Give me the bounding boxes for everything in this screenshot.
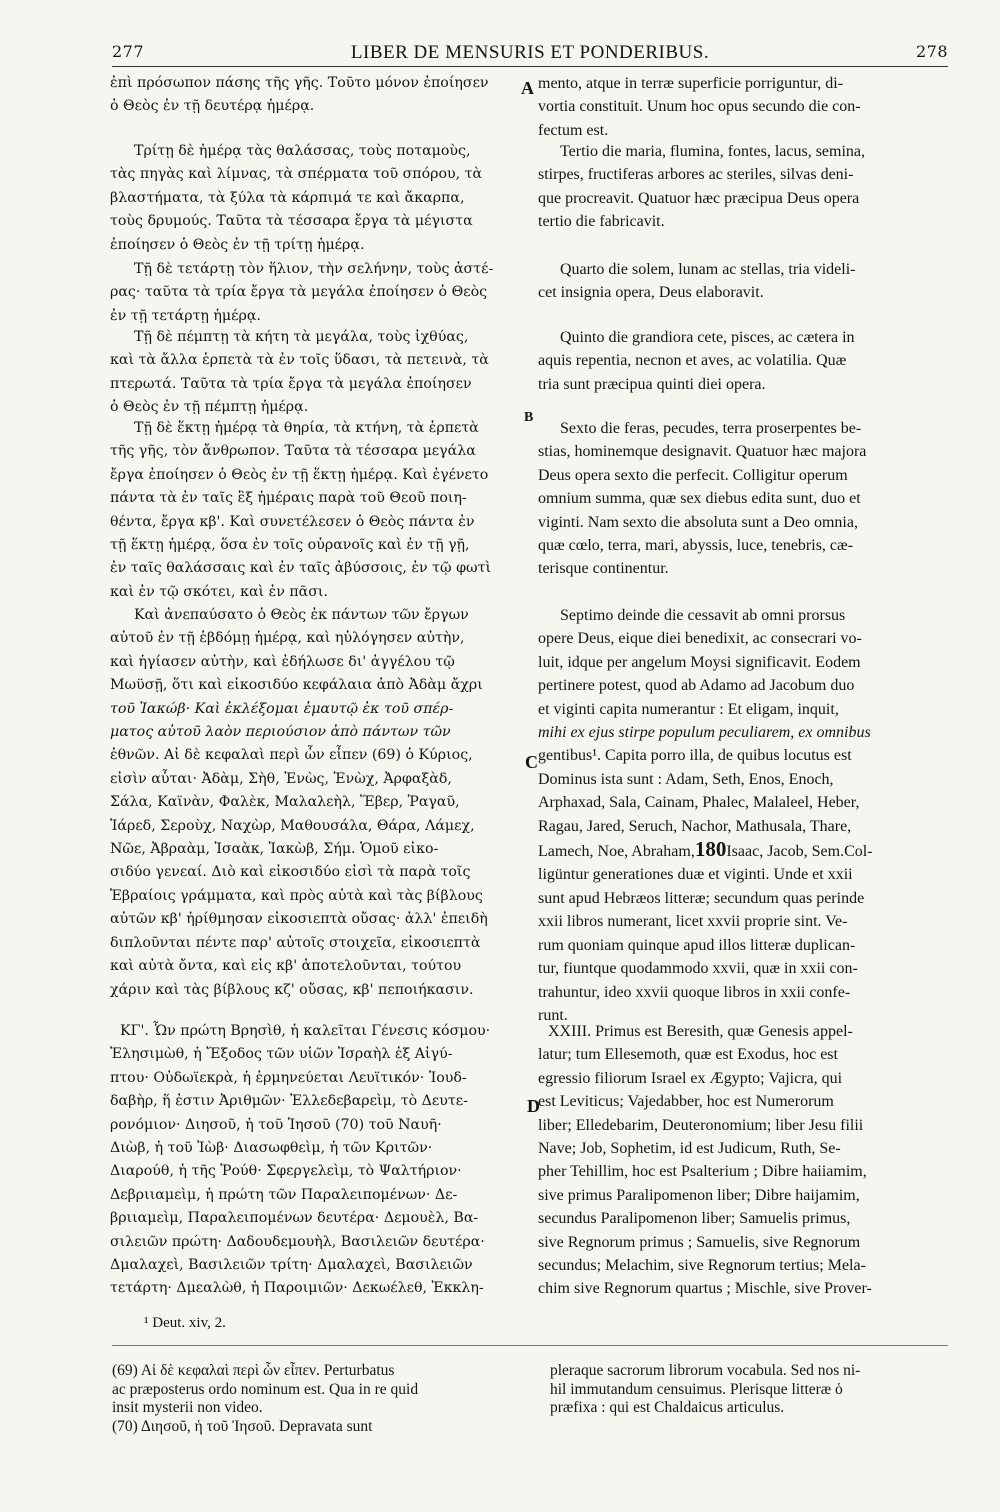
text-line: τοὺς δρυμούς. Ταῦτα τὰ τέσσαρα ἔργα τὰ μέγιστα	[110, 213, 473, 230]
text-line: ὁ Θεὸς ἐν τῇ πέμπτῃ ἡμέρᾳ.	[110, 399, 309, 416]
running-header	[112, 40, 948, 67]
text-line: ρας· ταῦτα τὰ τρία ἔργα τὰ μεγάλα ἐποίησεν ὁ Θεὸς	[110, 284, 488, 301]
text-line: Δμαλαχεὶ, Βασιλειῶν τρίτη· Δμαλαχεὶ, Βασιλειῶν	[110, 1257, 473, 1274]
text-line: xxii libros numerant, licet xxvii proprie sint. Ve-	[538, 913, 848, 931]
latin-paragraph-3	[538, 258, 950, 305]
text-line: est Leviticus; Vajedabber, hoc est Numerorum	[538, 1093, 834, 1111]
page-number-right: 278	[915, 42, 948, 61]
text-line: egressio filiorum Israel ex Ægypto; Vajicra, qui	[538, 1069, 843, 1087]
text-line: cet insignia opera, Deus elaboravit.	[538, 284, 764, 302]
note-line: (69) Αἱ δὲ κεφαλαὶ περὶ ὧν εἶπεν. Perturbatus	[112, 1362, 395, 1379]
text-line: chim sive Regnorum quartus ; Mischle, sive Prover-	[538, 1280, 872, 1298]
greek-paragraph-2	[110, 140, 520, 257]
running-title: LIBER DE MENSURIS ET PONDERIBUS.	[350, 42, 710, 63]
text-line: Dominus ista sunt : Adam, Seth, Enos, Enoch,	[538, 770, 834, 788]
text-line: stirpes, fructiferas arbores ac steriles, silvas deni-	[538, 166, 854, 184]
text-line: sive Regnorum primus ; Samuelis, sive Regnorum	[538, 1233, 861, 1251]
greek-paragraph-6	[110, 604, 520, 1002]
text-line: σιλειῶν πρώτη· Δαδουδεμουὴλ, Βασιλειῶν δευτέρα·	[110, 1233, 485, 1250]
text-line: Sexto die feras, pecudes, terra proserpentes be-	[560, 420, 862, 437]
note-line: ac præposterus ordo nominum est. Qua in re quid	[112, 1380, 419, 1398]
text-line: aquis repentia, necnon et aves, ac volatilia. Quæ	[538, 352, 847, 370]
text-line: quæ cœlo, terra, mari, abyssis, luce, tenebris, cæ-	[538, 537, 854, 555]
text-line: omnium summa, quæ sex diebus edita sunt, duo et	[538, 490, 861, 508]
text-line: τὰς πηγὰς καὶ λίμνας, τὰ σπέρματα τοῦ σπόρου, τὰ	[110, 166, 483, 183]
text-line: tria sunt præcipua quinti diei opera.	[538, 375, 766, 393]
note-line: pleraque sacrorum librorum vocabula. Sed nos ni-	[550, 1362, 861, 1379]
text-line: Ἑβραίοις γράμματα, καὶ πρὸς αὐτὰ καὶ τὰς βίβλους	[110, 887, 483, 904]
latin-paragraph-2	[538, 140, 950, 234]
text-line: αὐτοῦ ἐν τῇ ἑβδόμῃ ἡμέρᾳ, καὶ ηὐλόγησεν αὐτὴν,	[110, 630, 465, 647]
greek-paragraph-7	[110, 1020, 520, 1301]
text-line: τετάρτη· Δμεαλὼθ, ἡ Παροιμιῶν· Δεκωέλεθ, Ἐκκλη-	[110, 1280, 484, 1297]
text-line: que procreavit. Quatuor hæc præcipua Deus opera	[538, 189, 860, 207]
text-line: ἐθνῶν. Αἱ δὲ κεφαλαὶ περὶ ὧν εἶπεν (69) ὁ Κύριος,	[110, 747, 473, 764]
latin-paragraph-4	[538, 326, 950, 396]
text-line: et viginti capita numerantur : Et eligam, inquit,	[538, 700, 839, 718]
text-line: Τῇ δὲ πέμπτῃ τὰ κήτη τὰ μεγάλα, τοὺς ἰχθύας,	[134, 329, 469, 345]
margin-marker-c: C	[525, 752, 538, 772]
text-line: pher Tehillim, hoc est Psalterium ; Dibre haiiamim,	[538, 1163, 867, 1181]
text-fragment: Lamech, Noe, Abraham,	[538, 843, 695, 861]
note-line: hil immutandum censuimus. Plerisque litteræ ὁ	[550, 1380, 843, 1398]
text-line: Σάλα, Καϊνὰν, Φαλὲκ, Μαλαλεὴλ, Ἕβερ, Ῥαγαῦ,	[110, 794, 460, 811]
text-line: tur, fiuntque quodammodo xxvii, quæ in xxii con-	[538, 960, 858, 978]
text-line: χάριν καὶ τὰς βίβλους κζ' οὔσας, κβ' πεποιήκασιν.	[110, 981, 474, 998]
text-line: viginti. Nam sexto die absoluta sunt a Deo omnia,	[538, 513, 858, 531]
text-line: πάντα τὰ ἐν ταῖς ἓξ ἡμέραις παρὰ τοῦ Θεοῦ ποιη-	[110, 490, 467, 507]
text-line: vortia constituit. Unum hoc opus secundo die con-	[538, 98, 861, 116]
text-line: XXIII. Primus est Beresith, quæ Genesis appel-	[548, 1023, 853, 1040]
text-line: Ἐλησιμὼθ, ἡ Ἔξοδος τῶν υἱῶν Ἰσραὴλ ἐξ Αἰγύ-	[110, 1046, 453, 1063]
text-line: εἰσὶν αὗται· Ἀδὰμ, Σὴθ, Ἐνὼς, Ἐνὼχ, Ἀρφαξὰδ,	[110, 770, 452, 787]
note-line: insit mysterii non video.	[112, 1399, 263, 1416]
text-line: trahuntur, ideo xxvii quoque libros in xxii confe-	[538, 983, 851, 1001]
text-line: ρονόμιον· Διησοῦ, ἡ τοῦ Ἰησοῦ (70) τοῦ Ναυῆ·	[110, 1116, 442, 1133]
text-line: πτου· Οὐδωϊεκρὰ, ἡ ἑρμηνεύεται Λευϊτικόν· Ἰουδ-	[110, 1069, 467, 1086]
text-line: terisque continentur.	[538, 560, 669, 578]
text-line: Δεβριιαμεὶμ, ἡ πρώτη τῶν Παραλειπομένων· Δε-	[110, 1186, 458, 1203]
text-line: σιδύο γενεαί. Διὸ καὶ εἰκοσιδύο εἰσὶ τὰ παρὰ τοῖς	[110, 864, 471, 881]
text-line: καὶ ἡγίασεν αὐτὴν, καὶ ἐδήλωσε δι' ἀγγέλου τῷ	[110, 653, 455, 670]
text-line: opere Deus, eique diei benedixit, ac consecrari vo-	[538, 630, 862, 648]
text-line: τῆς γῆς, τὸν ἄνθρωπον. Ταῦτα τὰ τέσσαρα μεγάλα	[110, 443, 476, 460]
text-line: rum quoniam quinque apud illos litteræ duplican-	[538, 936, 856, 954]
notes-divider	[112, 1345, 948, 1346]
text-line: tertio die fabricavit.	[538, 213, 665, 231]
text-line: Καὶ ἀνεπαύσατο ὁ Θεὸς ἐκ πάντων τῶν ἔργων	[134, 607, 469, 623]
text-line: Quarto die solem, lunam ac stellas, tria videli-	[560, 261, 856, 278]
text-line: Quinto die grandiora cete, pisces, ac cætera in	[560, 329, 855, 346]
text-line: ΚΓ'. Ὧν πρώτη Βρησὶθ, ἡ καλεῖται Γένεσις κόσμου·	[120, 1023, 491, 1039]
text-line: sive primus Paralipomenon liber; Dibre haijamim,	[538, 1186, 860, 1204]
text-line: Septimo deinde die cessavit ab omni prorsus	[560, 607, 846, 624]
latin-paragraph-1	[538, 72, 950, 142]
text-line: διπλοῦνται πέντε παρ' αὐτοῖς στοιχεῖα, εἰκοσιεπτὰ	[110, 934, 481, 951]
latin-paragraph-6	[538, 604, 950, 1027]
text-line: pertinere potest, quod ab Adamo ad Jacobum duo	[538, 677, 855, 695]
text-line: καὶ αὐτὰ ὄντα, καὶ εἰς κβ' ἀποτελοῦνται, τούτου	[110, 958, 462, 975]
text-line: Διαρούθ, ἡ τῆς Ῥούθ· Σφεργελεὶμ, τὸ Ψαλτήριον·	[110, 1163, 462, 1180]
text-line: Deus opera sexto die perfecit. Colligitur operum	[538, 466, 848, 484]
text-line: mihi ex ejus stirpe populum peculiarem, ex omnibus	[538, 724, 871, 742]
greek-paragraph-1	[110, 72, 520, 119]
latin-paragraph-5	[538, 417, 950, 581]
text-line: θέντα, ἔργα κβ'. Καὶ συνετέλεσεν ὁ Θεὸς πάντα ἐν	[110, 513, 475, 530]
text-line: Ἰάρεδ, Σεροὺχ, Ναχὼρ, Μαθουσάλα, Θάρα, Λάμεχ,	[110, 817, 475, 834]
margin-marker-b: B	[524, 410, 534, 425]
page-number-left: 277	[112, 42, 145, 61]
text-line: sunt apud Hebræos litteræ; secundum quas perinde	[538, 889, 865, 907]
text-line: mento, atque in terræ superficie porriguntur, di-	[538, 75, 844, 92]
text-line: ἐπὶ πρόσωπον πάσης τῆς γῆς. Τοῦτο μόνον ἐποίησεν	[110, 75, 489, 91]
text-line: latur; tum Ellesemoth, quæ est Exodus, hoc est	[538, 1046, 838, 1064]
column-number: 180	[694, 838, 727, 862]
text-line: ὁ Θεὸς ἐν τῇ δευτέρᾳ ἡμέρᾳ.	[110, 98, 315, 115]
text-fragment: Isaac, Jacob, Sem.Col-	[726, 843, 873, 861]
greek-paragraph-4	[110, 326, 520, 420]
text-line: τοῦ Ἰακώβ· Καὶ ἐκλέξομαι ἐμαυτῷ ἐκ τοῦ σπέρ-	[110, 700, 454, 717]
margin-marker-a: A	[521, 78, 534, 98]
footnote: ¹ Deut. xiv, 2.	[144, 1315, 226, 1331]
text-line: Ragau, Jared, Seruch, Nachor, Mathusala, Thare,	[538, 817, 852, 835]
text-line: liber; Elledebarim, Deuteronomium; liber Jesu filii	[538, 1116, 864, 1134]
text-line: secundus; Melachim, sive Regnorum tertius; Mela-	[538, 1257, 866, 1275]
greek-paragraph-5	[110, 417, 520, 604]
text-line: ματος αὐτοῦ λαὸν περιούσιον ἀπὸ πάντων τῶν	[110, 724, 451, 741]
text-line: Τῇ δὲ ἕκτῃ ἡμέρᾳ τὰ θηρία, τὰ κτήνη, τὰ ἑρπετὰ	[134, 420, 479, 436]
text-line: ἔργα ἐποίησεν ὁ Θεὸς ἐν τῇ ἕκτῃ ἡμέρᾳ. Καὶ ἐγένετο	[110, 466, 489, 483]
note-line: (70) Διησοῦ, ἡ τοῦ Ἰησοῦ. Depravata sunt	[112, 1417, 373, 1435]
greek-paragraph-3	[110, 258, 520, 328]
text-line: Τρίτῃ δὲ ἡμέρᾳ τὰς θαλάσσας, τοὺς ποταμοὺς,	[134, 143, 471, 159]
text-line: ligüntur generationes duæ et viginti. Unde et xxii	[538, 866, 853, 884]
notes-right	[550, 1362, 950, 1418]
text-line: βλαστήματα, τὰ ξύλα τὰ κάρπιμά τε καὶ ἄκαρπα,	[110, 189, 465, 206]
note-line: præfixa : qui est Chaldaicus articulus.	[550, 1399, 785, 1416]
text-line: stias, hominemque designavit. Quatuor hæc majora	[538, 443, 867, 461]
text-line: ἐποίησεν ὁ Θεὸς ἐν τῇ τρίτῃ ἡμέρᾳ.	[110, 236, 365, 253]
text-line: Τῇ δὲ τετάρτῃ τὸν ἥλιον, τὴν σελήνην, τοὺς ἀστέ-	[134, 261, 494, 277]
text-line: Διὼβ, ἡ τοῦ Ἰὼβ· Διασωφθεὶμ, ἡ τῶν Κριτῶν·	[110, 1140, 433, 1157]
text-line: Νῶε, Ἀβραὰμ, Ἰσαὰκ, Ἰακὼβ, Σήμ. Ὁμοῦ εἰκο-	[110, 841, 439, 858]
text-line	[538, 838, 950, 863]
text-line: αὐτῶν κβ' ἠρίθμησαν εἰκοσιεπτὰ οὔσας· ἀλλ' ἐπειδὴ	[110, 911, 488, 928]
latin-paragraph-7	[538, 1020, 950, 1301]
text-line: τῇ ἕκτῃ ἡμέρᾳ, ὅσα ἐν τοῖς οὐρανοῖς καὶ ἐν τῇ γῇ,	[110, 537, 470, 554]
text-line: καὶ ἐν τῷ σκότει, καὶ ἐν πᾶσι.	[110, 583, 329, 600]
text-line: βριιαμεὶμ, Παραλειπομένων δευτέρα· Δεμουὲλ, Βα-	[110, 1210, 479, 1227]
text-line: runt.	[538, 1006, 568, 1024]
text-line: δαβὴρ, ἥ ἐστιν Ἀριθμῶν· Ἐλλεδεβαρεὶμ, τὸ Δευτε-	[110, 1093, 468, 1110]
text-line: καὶ τὰ ἄλλα ἑρπετὰ τὰ ἐν τοῖς ὕδασι, τὰ πετεινὰ, τὰ	[110, 352, 489, 369]
notes-left	[112, 1362, 527, 1436]
text-line: gentibus¹. Capita porro illa, de quibus locutus est	[538, 747, 852, 765]
text-line: Arphaxad, Sala, Cainam, Phalec, Malaleel, Heber,	[538, 794, 860, 812]
text-line: ἐν ταῖς θαλάσσαις καὶ ἐν ταῖς ἀβύσσοις, ἐν τῷ φωτὶ	[110, 560, 492, 577]
text-line: Nave; Job, Sophetim, id est Judicum, Ruth, Se-	[538, 1140, 841, 1158]
margin-marker-d: D	[527, 1096, 540, 1116]
text-line: fectum est.	[538, 121, 609, 139]
text-line: πτερωτά. Ταῦτα τὰ τρία ἔργα τὰ μεγάλα ἐποίησεν	[110, 375, 472, 392]
text-line: secundus Paralipomenon liber; Samuelis primus,	[538, 1210, 851, 1228]
text-line: Tertio die maria, flumina, fontes, lacus, semina,	[560, 143, 866, 160]
text-line: luit, idque per angelum Moysi significavit. Eodem	[538, 653, 861, 671]
text-line: Μωϋσῇ, ὅτι καὶ εἰκοσιδύο κεφάλαια ἀπὸ Ἀδὰμ ἄχρι	[110, 677, 483, 694]
text-line: ἐν τῇ τετάρτῃ ἡμέρᾳ.	[110, 307, 261, 324]
